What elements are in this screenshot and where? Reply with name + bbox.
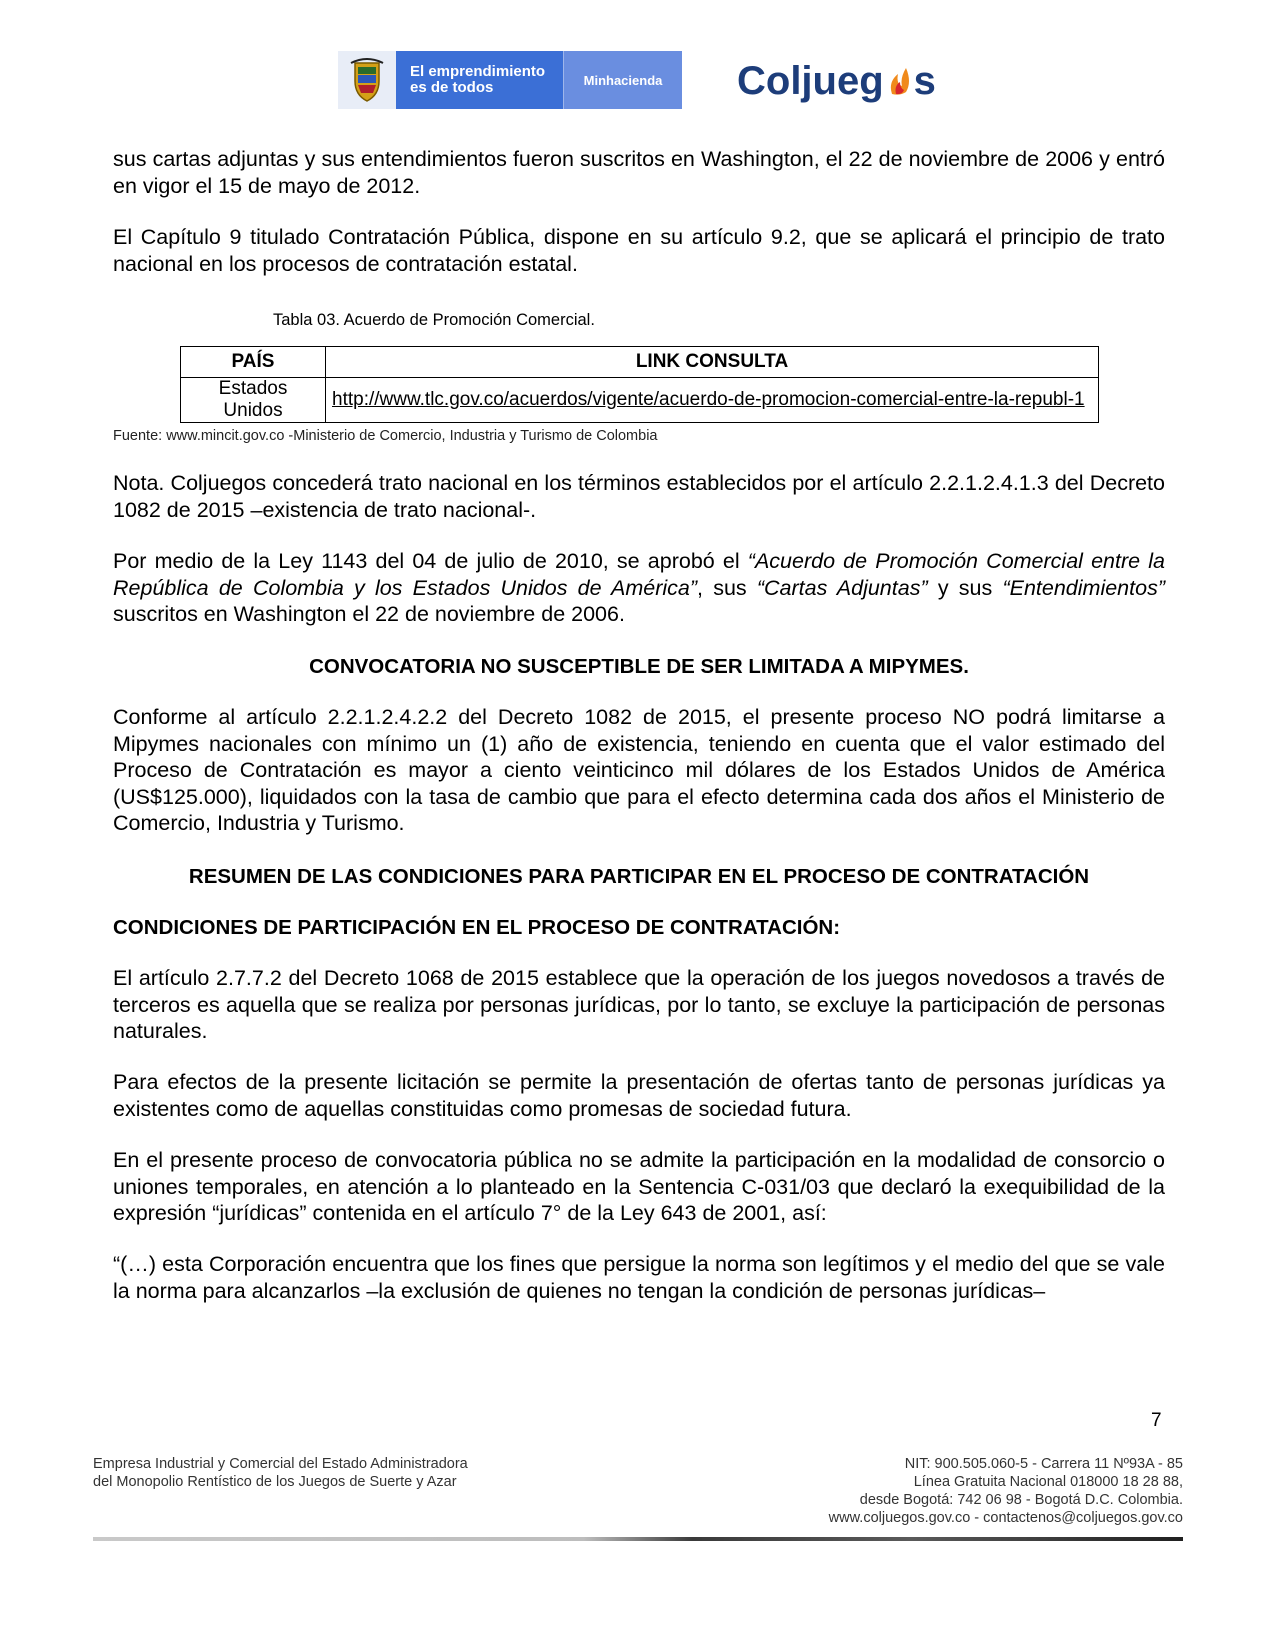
footer-divider — [93, 1537, 1183, 1541]
motto-line-1: El emprendimiento — [410, 63, 546, 80]
cell-country: Estados Unidos — [181, 378, 326, 423]
ministry-label: Minhacienda — [563, 51, 682, 109]
law-text-1: Por medio de la Ley 1143 del 04 de julio de 2010, se aprobó el — [113, 549, 748, 573]
paragraph-quote: “(…) esta Corporación encuentra que los fines que persigue la norma son legítimos y el medio del que se vale la norma para alcanzarlos –la exclusión de quienes no tengan la condición de personas jurídicas– — [113, 1252, 1165, 1303]
agreement-title: “Acuerdo de Promoción Comercial entre la República de Colombia y los Estados Unidos de América” — [113, 549, 1165, 600]
table-header-row — [181, 347, 1099, 378]
brand-suffix: s — [913, 58, 936, 103]
law-text-2: , sus — [697, 575, 757, 600]
brand-prefix: Coljueg — [737, 58, 884, 103]
understandings-title: “Entendimientos” — [1002, 575, 1165, 600]
heading-mipymes: CONVOCATORIA NO SUSCEPTIBLE DE SER LIMITADA A MIPYMES. — [309, 655, 969, 678]
table-source: Fuente: www.mincit.gov.co -Ministerio de Comercio, Industria y Turismo de Colombia — [113, 428, 658, 444]
paragraph-treaty-dates: sus cartas adjuntas y sus entendimientos fueron suscritos en Washington, el 22 de noviembre de 2006 y entró en vigor el 15 de mayo de 2012. — [113, 147, 1165, 198]
footer-company-line-1: Empresa Industrial y Comercial del Estado Administradora — [93, 1456, 468, 1472]
heading-summary-conditions: RESUMEN DE LAS CONDICIONES PARA PARTICIPAR EN EL PROCESO DE CONTRATACIÓN — [188, 865, 1090, 888]
side-letters-title: “Cartas Adjuntas” — [756, 575, 928, 600]
government-motto — [396, 51, 563, 109]
colombia-shield-icon — [338, 51, 396, 109]
law-text-4: suscritos en Washington el 22 de noviembre de 2006. — [113, 602, 625, 626]
paragraph-legal-entities: El artículo 2.7.7.2 del Decreto 1068 de 2015 establece que la operación de los juegos novedosos a través de terceros es aquella que se realiza por personas jurídicas, por lo tanto, se excluye la participación de personas naturales. — [113, 966, 1165, 1043]
trade-agreement-table — [180, 346, 1099, 423]
agreement-link[interactable]: http://www.tlc.gov.co/acuerdos/vigente/acuerdo-de-promocion-comercial-entre-la-republ-1 — [326, 378, 1099, 423]
footer-phone-national: Línea Gratuita Nacional 018000 18 28 88, — [913, 1474, 1183, 1490]
paragraph-national-treatment-note: Nota. Coljuegos concederá trato nacional en los términos establecidos por el artículo 2.2.1.2.4.1.3 del Decreto 1082 de 2015 –existencia de trato nacional-. — [113, 471, 1165, 522]
footer-contact — [829, 1455, 1183, 1527]
paragraph-chapter-9: El Capítulo 9 titulado Contratación Pública, dispone en su artículo 9.2, que se aplicará el principio de trato nacional en los procesos de contratación estatal. — [113, 225, 1165, 276]
footer-web-email[interactable]: www.coljuegos.gov.co - contactenos@coljuegos.gov.co — [828, 1510, 1183, 1526]
coljuegos-logo — [737, 56, 936, 106]
law-text-3: y sus — [927, 575, 1003, 600]
footer-company-line-2: del Monopolio Rentístico de los Juegos de Suerte y Azar — [93, 1474, 457, 1490]
column-header-link: LINK CONSULTA — [326, 347, 1099, 378]
paragraph-mipymes-limit: Conforme al artículo 2.2.1.2.4.2.2 del Decreto 1082 de 2015, el presente proceso NO podrá limitarse a Mipymes nacionales con mínimo un (1) año de existencia, teniendo en cuenta que el valor estimado del Proceso de Contratación es mayor a ciento veinticinco mil dólares de los Estados Unidos de América (US$125.000), liquidados con la tasa de cambio que para el efecto determina cada dos años el Ministerio de Comercio, Industria y Turismo. — [113, 705, 1165, 835]
motto-line-2: es de todos — [410, 79, 494, 96]
table-row — [181, 378, 1099, 423]
paragraph-offers: Para efectos de la presente licitación se permite la presentación de ofertas tanto de personas jurídicas ya existentes como de aquellas constituidas como promesas de sociedad futura. — [113, 1070, 1165, 1121]
footer-phone-bogota: desde Bogotá: 742 06 98 - Bogotá D.C. Colombia. — [859, 1492, 1183, 1508]
paragraph-law-1143 — [113, 548, 1165, 628]
page-number: 7 — [1151, 1410, 1162, 1431]
footer-nit-address: NIT: 900.505.060-5 - Carrera 11 Nº93A - 85 — [904, 1456, 1183, 1472]
government-logo — [338, 51, 682, 109]
paragraph-consortium: En el presente proceso de convocatoria pública no se admite la participación en la modalidad de consorcio o uniones temporales, en atención a lo planteado en la Sentencia C-031/03 que declaró la exequibilidad de la expresión “jurídicas” contenida en el artículo 7° de la Ley 643 de 2001, así: — [113, 1148, 1165, 1225]
heading-participation-conditions: CONDICIONES DE PARTICIPACIÓN EN EL PROCESO DE CONTRATACIÓN: — [113, 916, 841, 939]
column-header-country: PAÍS — [181, 347, 326, 378]
table-caption: Tabla 03. Acuerdo de Promoción Comercial. — [273, 311, 595, 329]
flame-icon — [886, 66, 912, 96]
footer-company — [93, 1455, 468, 1491]
